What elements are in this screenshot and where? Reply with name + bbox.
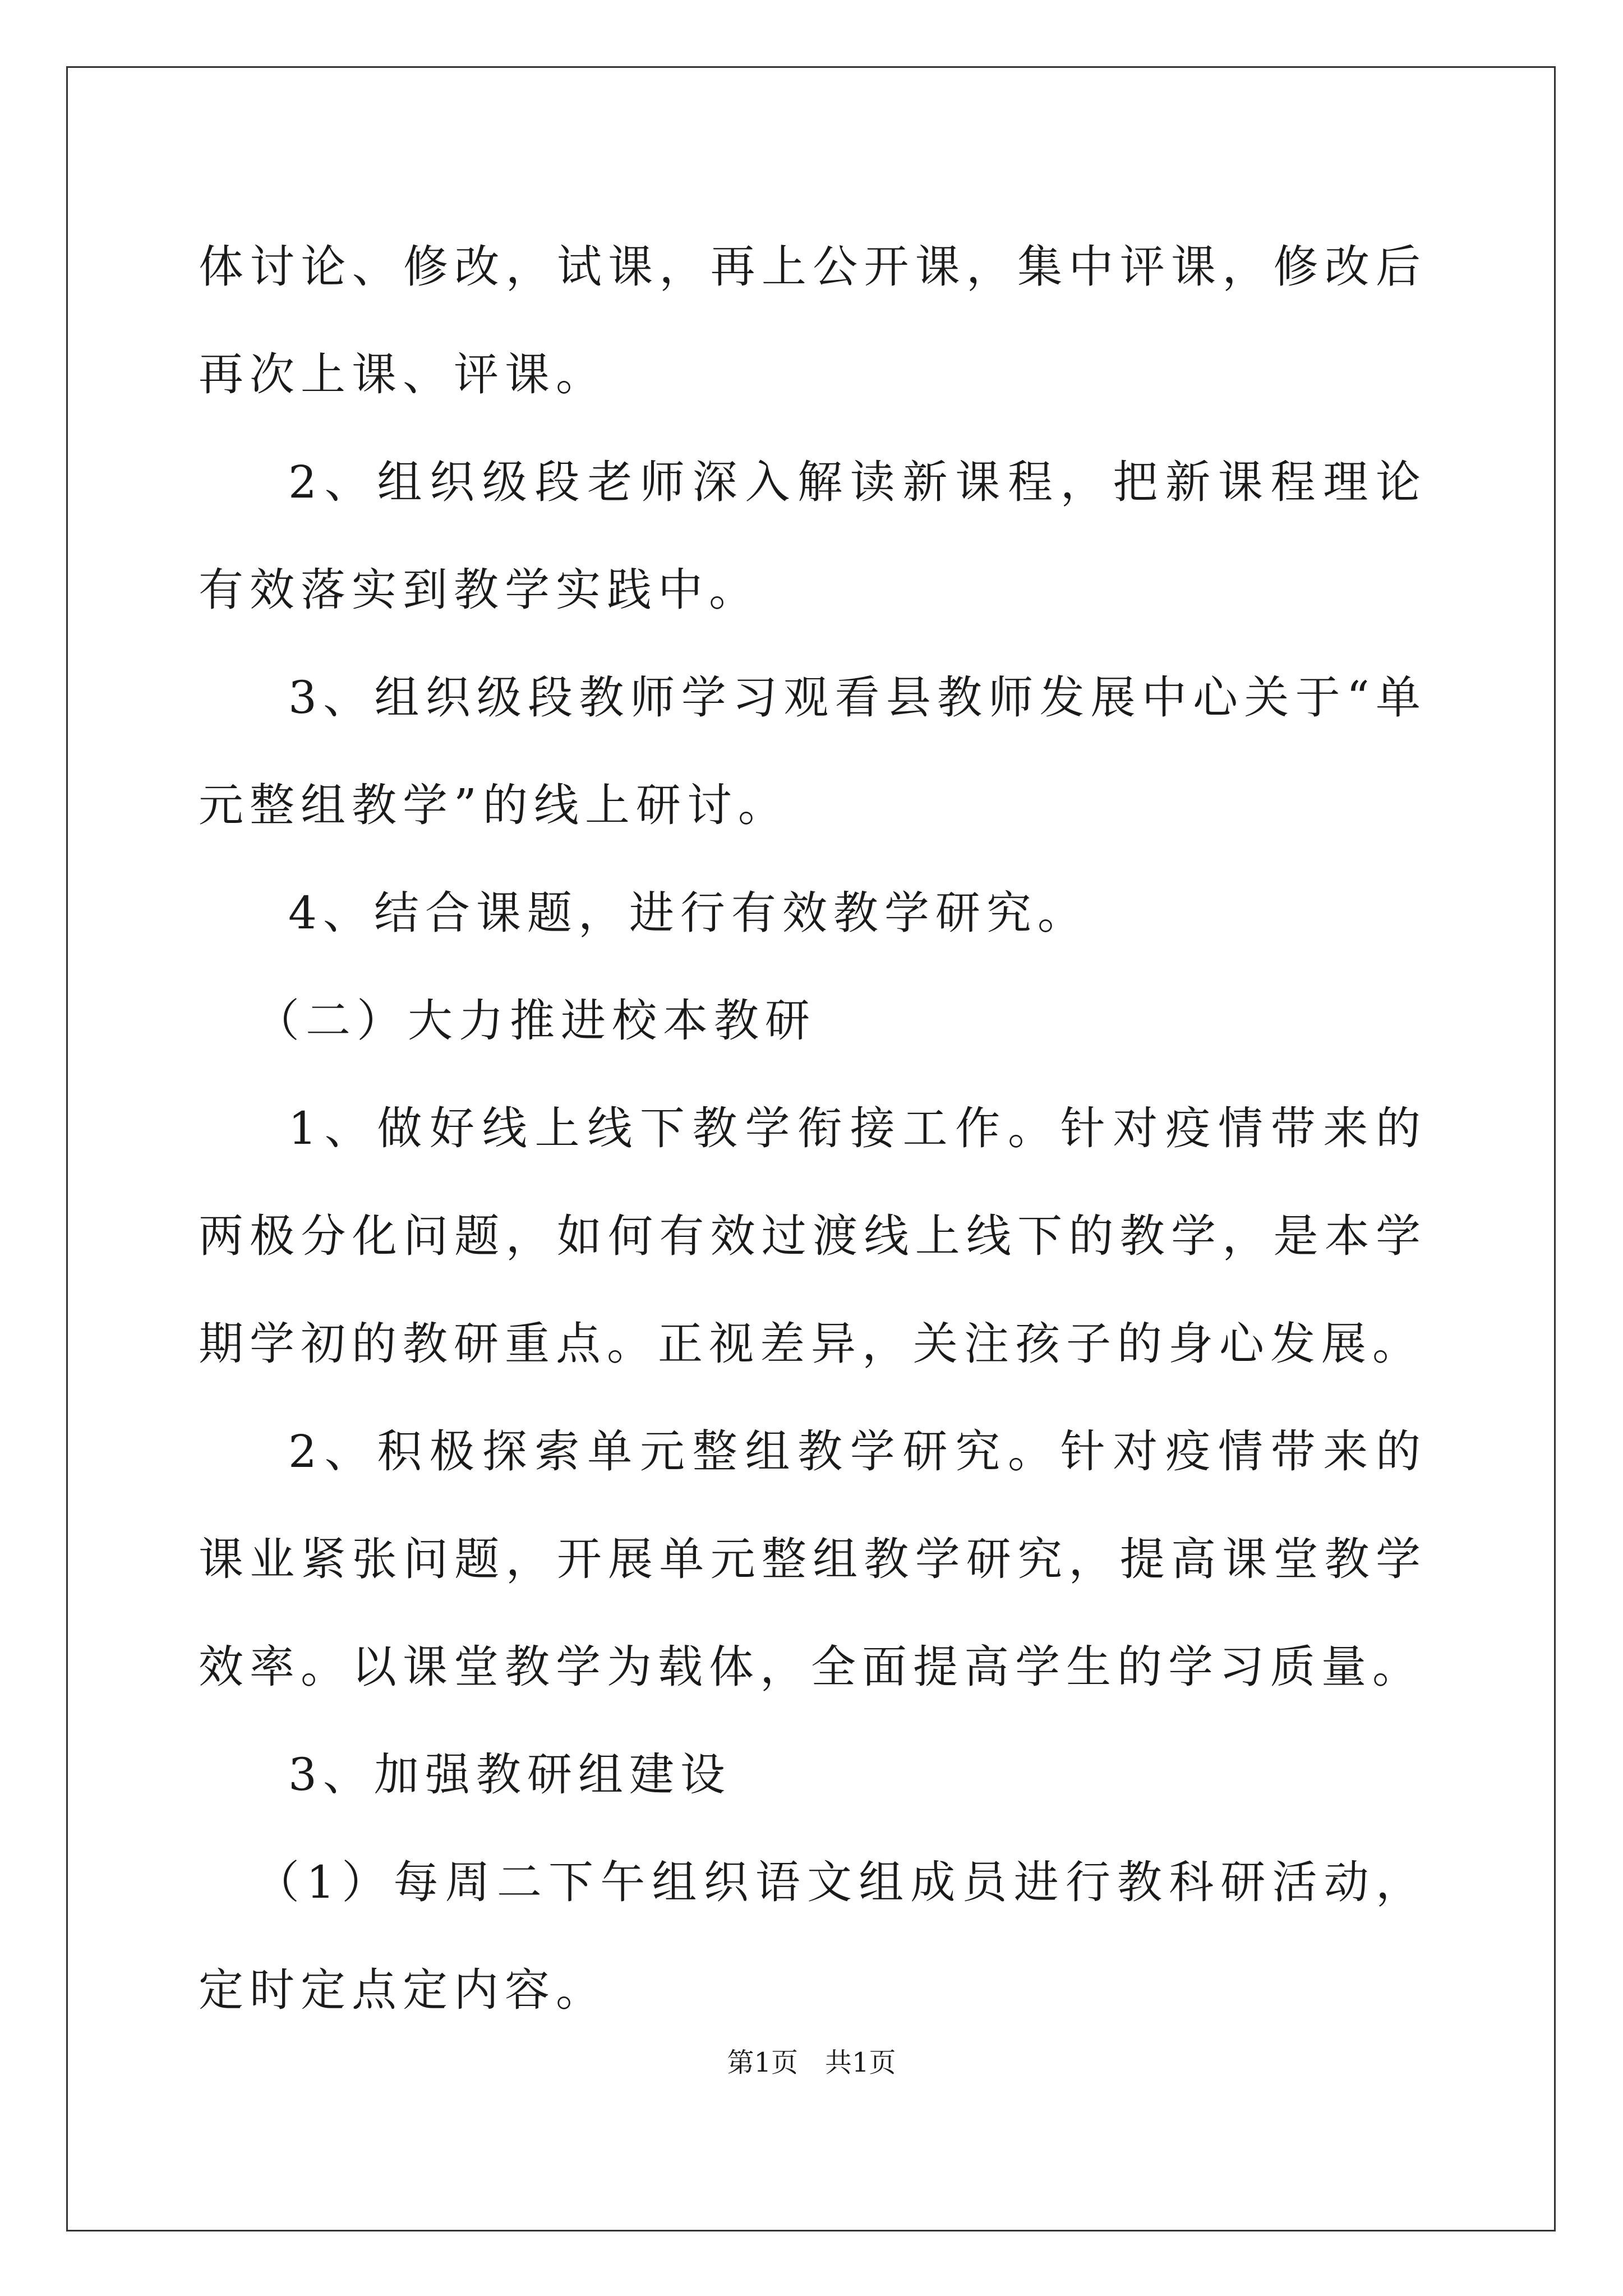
paragraph-item-1: 1、做好线上线下教学衔接工作。针对疫情带来的两极分化问题，如何有效过渡线上线下的教学，是本学期学初的教研重点。正视差异，关注孩子的身心发展。: [199, 1102, 1427, 1370]
page-number-current: 第1页: [727, 2047, 798, 2078]
section-heading: （二）大力推进校本教研: [255, 995, 816, 1047]
paragraph-item-2b: 2、积极探索单元整组教学研究。针对疫情带来的课业紧张问题，开展单元整组教学研究，提高课堂教学效率。以课堂教学为载体，全面提高学生的学习质量。: [199, 1425, 1427, 1693]
paragraph-item-3: 3、组织级段教师学习观看县教师发展中心关于“单元整组教学”的线上研讨。: [199, 671, 1427, 831]
page-number-total: 共1页: [825, 2047, 896, 2078]
document-body: [199, 213, 1427, 2044]
paragraph-item-3b: 3、加强教研组建设: [288, 1749, 731, 1801]
paragraph-item-2: 2、组织级段老师深入解读新课程，把新课程理论有效落实到教学实践中。: [199, 456, 1427, 616]
paragraph-continuation: 体讨论、修改，试课，再上公开课，集中评课，修改后再次上课、评课。: [199, 241, 1427, 401]
paragraph-subitem-1: （1）每周二下午组织语文组成员进行教科研活动，定时定点定内容。: [199, 1856, 1427, 2016]
page-footer: [0, 2041, 1623, 2079]
paragraph-item-4: 4、结合课题，进行有效教学研究。: [288, 887, 1089, 939]
